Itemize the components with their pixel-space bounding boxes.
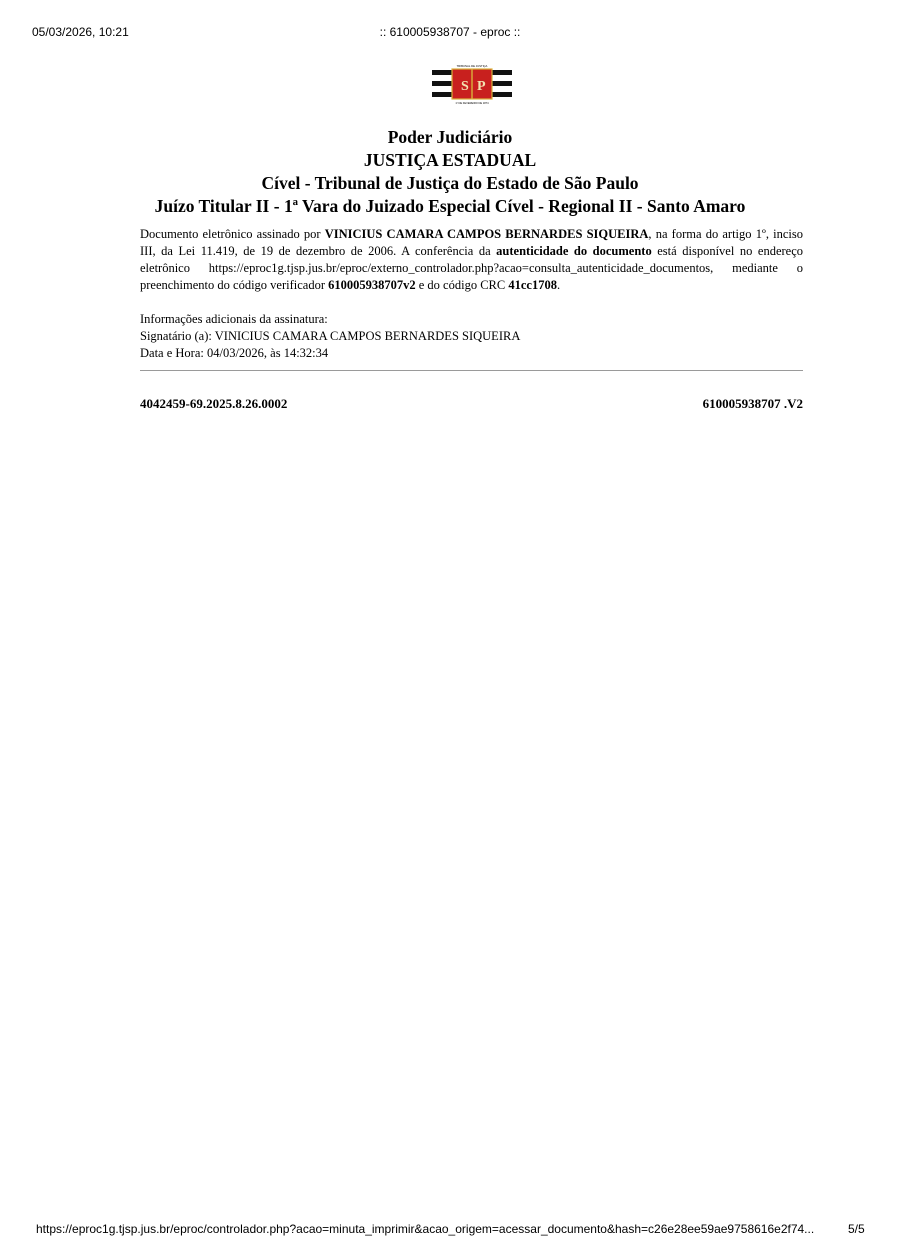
authenticity-label: autenticidade do documento (496, 244, 652, 258)
seal-bottom-text: 1º DE FEVEREIRO DE 1874 (455, 102, 489, 105)
print-datetime: 05/03/2026, 10:21 (32, 25, 129, 39)
heading-tribunal: Cível - Tribunal de Justiça do Estado de São Paulo (261, 173, 639, 193)
print-page-number: 5/5 (848, 1222, 865, 1236)
court-heading (100, 126, 800, 218)
additional-info (140, 311, 803, 362)
notice-text-5: . (556, 278, 561, 292)
document-version: 610005938707 .V2 (702, 396, 803, 411)
print-page-title: :: 610005938707 - eproc :: (379, 25, 521, 39)
seal-top-text: TRIBUNAL DE JUSTIÇA (456, 64, 488, 68)
additional-info-heading: Informações adicionais da assinatura: (140, 312, 328, 326)
seal-letter-s: S (461, 79, 469, 94)
notice-text-1: Documento eletrônico assinado por (140, 227, 325, 241)
signature-datetime: Data e Hora: 04/03/2026, às 14:32:34 (140, 346, 329, 360)
verifier-code: 610005938707v2 (328, 278, 416, 292)
print-url: https://eproc1g.tjsp.jus.br/eproc/controlador.php?acao=minuta_imprimir&acao_origem=acessar_documento&hash=c26e28ee59ae9758616e2f74... (36, 1222, 815, 1236)
notice-text-3: está disponível no endereço eletrônico https://eproc1g.tjsp.jus.br/eproc/externo_controlador.php?acao=consulta_autenticidade_documentos, mediante o preenchimento do código verificador (140, 244, 804, 292)
signer-line: Signatário (a): VINICIUS CAMARA CAMPOS BERNARDES SIQUEIRA (140, 329, 521, 343)
print-header (0, 0, 900, 56)
heading-juizo: Juízo Titular II - 1ª Vara do Juizado Especial Cível - Regional II - Santo Amaro (154, 196, 746, 216)
tjsp-seal-icon (430, 62, 514, 106)
notice-text-4: e do código CRC (415, 278, 509, 292)
seal-letter-p: P (477, 79, 486, 94)
signer-name: VINICIUS CAMARA CAMPOS BERNARDES SIQUEIRA (324, 227, 649, 241)
heading-justica-estadual: JUSTIÇA ESTADUAL (363, 150, 537, 170)
signature-notice (140, 226, 803, 294)
process-number: 4042459-69.2025.8.26.0002 (140, 396, 288, 411)
divider (140, 370, 803, 371)
crc-code: 41cc1708 (508, 278, 557, 292)
heading-poder-judiciario: Poder Judiciário (387, 127, 513, 147)
notice-text-2: , na forma do artigo 1º, inciso III, da Lei 11.419, de 19 de dezembro de 2006. A conferência da (140, 227, 803, 258)
print-footer (0, 1220, 900, 1240)
document-body (140, 226, 803, 371)
